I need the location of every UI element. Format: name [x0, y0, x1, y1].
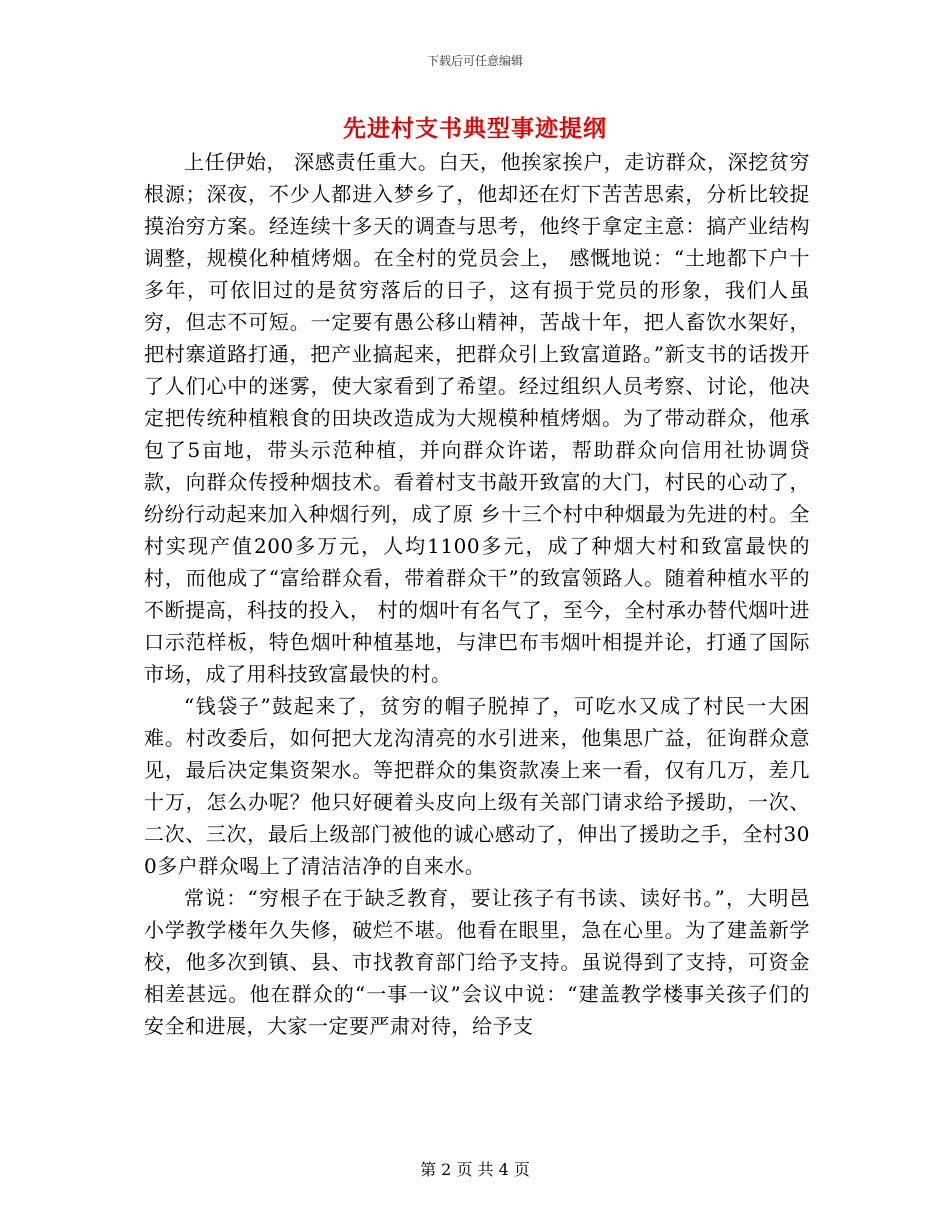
page-footer: 第 2 页 共 4 页 [420, 1160, 530, 1179]
header-note: 下载后可任意编辑 [426, 54, 523, 68]
document-title: 先进村支书典型事迹提纲 [343, 115, 607, 142]
paragraph-1: 上任伊始， 深感责任重大。白天，他挨家挨户，走访群众，深挖贫穷根源；深夜，不少人都进入梦乡了，他却还在灯下苦苦思索，分析比较捉摸治穷方案。经连续十多天的调查与思考，他终于拿定主意：搞产业结构调整，规模化种植烤烟。在全村的党员会上， 感慨地说：“土地都下户十多年，可依旧过的是贫穷落后的日子，这有损于党员的形象，我们人虽穷，但志不可短。一定要有愚公移山精神，苦战十年，把人畜饮水架好，把村寨道路打通，把产业搞起来，把群众引上致富道路。”新支书的话拨开了人们心中的迷雾，使大家看到了希望。经过组织人员考察、讨论，他决定把传统种植粮食的田块改造成为大规模种植烤烟。为了带动群众，他承包了5亩地，带头示范种植，并向群众许诺，帮助群众向信用社协调贷款，向群众传授种烟技术。看着村支书敲开致富的大门，村民的心动了，纷纷行动起来加入种烟行列，成了原 乡十三个村中种烟最为先进的村。全村实现产值200多万元，人均1100多元，成了种烟大村和致富最快的村，而他成了“富给群众看，带着群众干”的致富领路人。随着种植水平的不断提高，科技的投入， 村的烟叶有名气了，至今，全村承办替代烟叶进口示范样板，特色烟叶种植基地，与津巴布韦烟叶相提并论，打通了国际市场，成了用科技致富最快的村。 [144, 150, 810, 686]
paragraph-3: 常说：“穷根子在于缺乏教育，要让孩子有书读、读好书。”，大明邑小学教学楼年久失修，破烂不堪。他看在眼里，急在心里。为了建盖新学校，他多次到镇、县、市找教育部门给予支持。虽说得到了支持，可资金相差甚远。他在群众的“一事一议”会议中说：“建盖教学楼事关孩子们的安全和进展，大家一定要严肃对待，给予支 [144, 886, 810, 1038]
paragraph-2: “钱袋子”鼓起来了，贫穷的帽子脱掉了，可吃水又成了村民一大困难。村改委后，如何把大龙沟清亮的水引进来，他集思广益，征询群众意见，最后决定集资架水。等把群众的集资款凑上来一看，仅有几万，差几十万，怎么办呢？他只好硬着头皮向上级有关部门请求给予援助，一次、二次、三次，最后上级部门被他的诚心感动了，伸出了援助之手，全村300多户群众喝上了清洁洁净的自来水。 [144, 694, 810, 878]
document-body [144, 146, 810, 1042]
